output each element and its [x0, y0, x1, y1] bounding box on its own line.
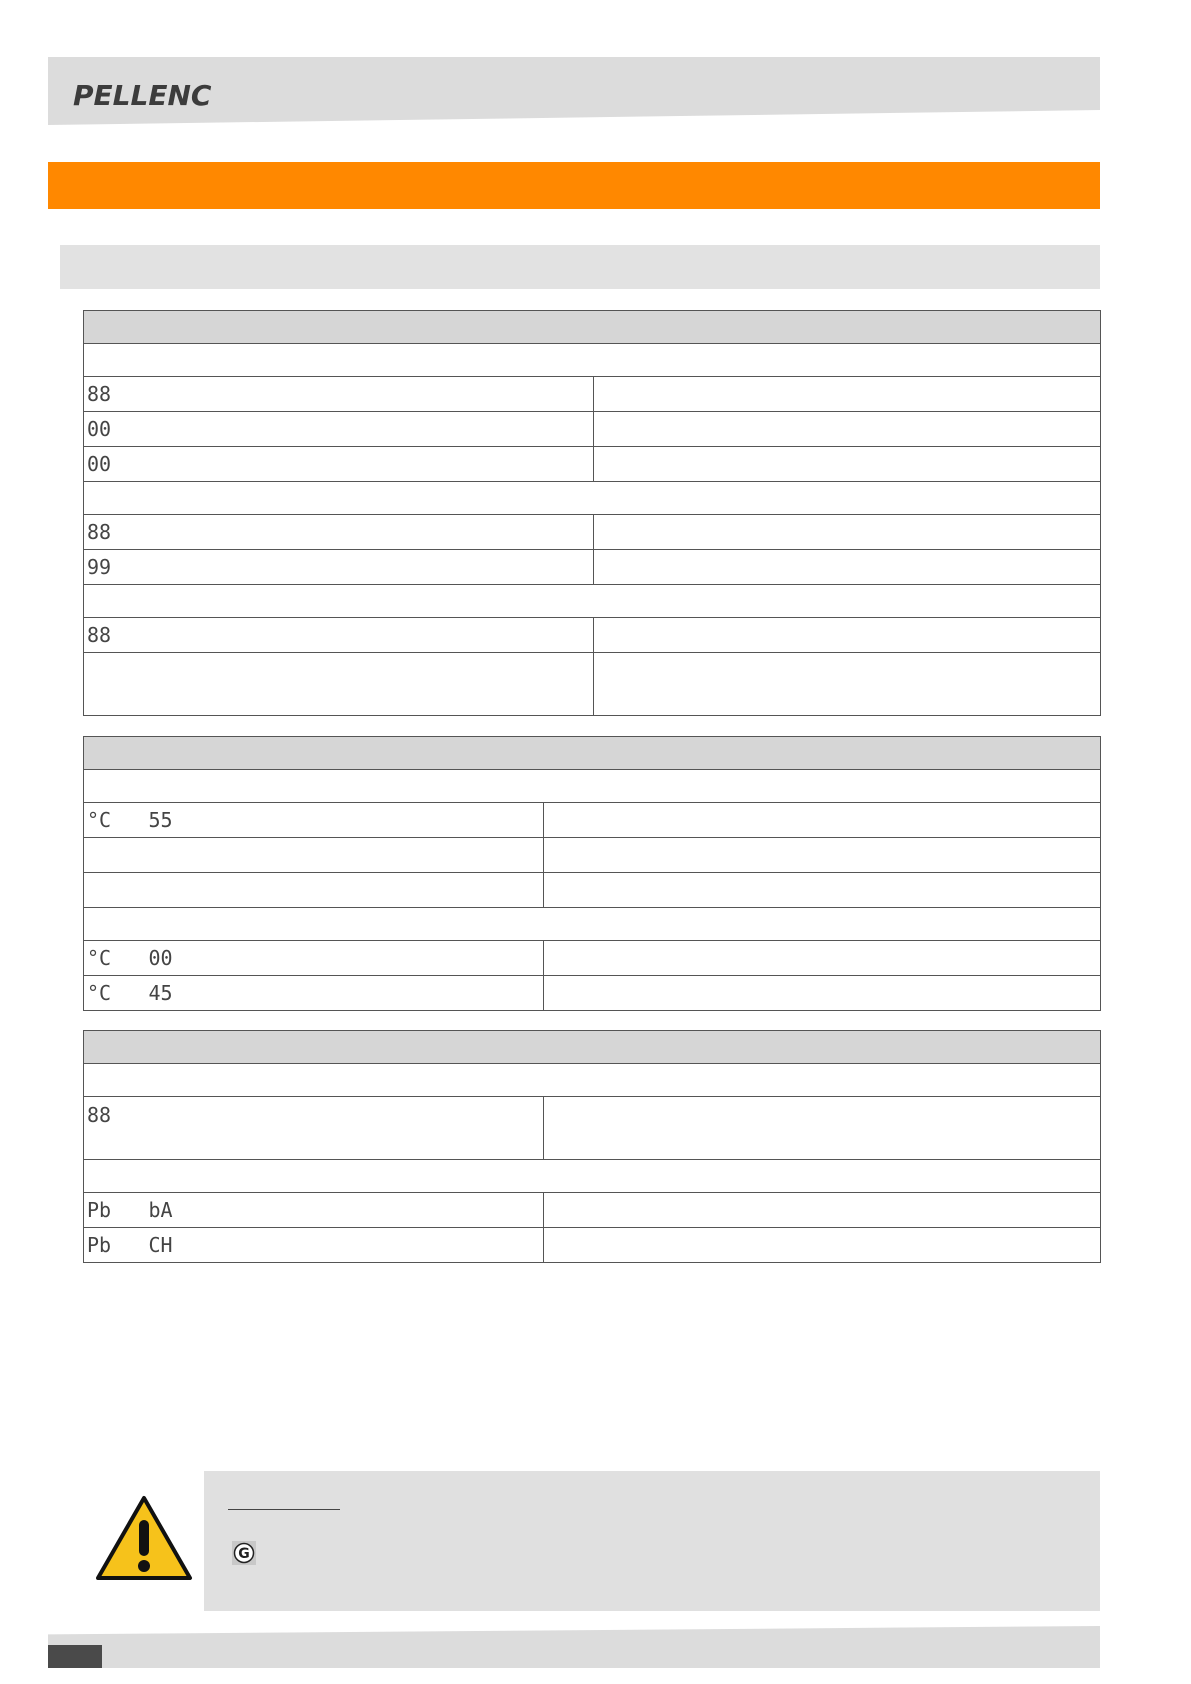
warning-triangle-icon — [94, 1494, 194, 1584]
table-row — [84, 515, 1101, 550]
table-subheader-row — [84, 585, 1101, 618]
description-cell — [544, 838, 1101, 873]
description-cell — [594, 550, 1101, 585]
table-row — [84, 618, 1101, 653]
description-cell — [594, 653, 1101, 716]
table-row — [84, 1193, 1101, 1228]
section-title-bar — [60, 245, 1100, 289]
description-cell — [594, 447, 1101, 482]
table-subheader-row — [84, 908, 1101, 941]
settings-table-3 — [83, 1030, 1101, 1263]
table-header-row — [84, 1031, 1101, 1064]
settings-table-2 — [83, 736, 1101, 1011]
lcd-code — [84, 653, 594, 716]
lcd-code: Pb — [84, 1228, 146, 1263]
description-cell — [544, 1193, 1101, 1228]
svg-text:PELLENC: PELLENC — [73, 79, 212, 112]
table-row — [84, 1228, 1101, 1263]
lcd-code: 00 — [84, 447, 594, 482]
g-badge — [232, 1541, 256, 1565]
g-circle-icon — [233, 1542, 255, 1564]
settings-table-1 — [83, 310, 1101, 716]
footer-band — [48, 1626, 1100, 1668]
lcd-code: 88 — [84, 618, 594, 653]
lcd-code: 45 — [146, 976, 200, 1011]
table-subheader-row — [84, 482, 1101, 515]
table-row — [84, 447, 1101, 482]
table-header-row — [84, 311, 1101, 344]
table-header-cell — [84, 737, 1101, 770]
lcd-code: bA — [146, 1193, 200, 1228]
page-number-tab — [48, 1645, 102, 1668]
lcd-code: 88 — [84, 515, 594, 550]
table-subheader-row — [84, 1160, 1101, 1193]
table-row — [84, 377, 1101, 412]
table-row — [84, 550, 1101, 585]
table-header-row — [84, 737, 1101, 770]
lcd-code: 00 — [84, 412, 594, 447]
description-cell — [544, 873, 1101, 908]
description-cell — [544, 1228, 1101, 1263]
lcd-unit: °C — [84, 976, 146, 1011]
table-row — [84, 873, 1101, 908]
table-subheader-row — [84, 770, 1101, 803]
chapter-title-bar — [48, 162, 1100, 209]
table-row — [84, 653, 1101, 716]
table-subheader-row — [84, 344, 1101, 377]
lcd-code: 99 — [84, 550, 594, 585]
lcd-unit: °C — [84, 941, 146, 976]
warning-box — [204, 1471, 1100, 1611]
pellenc-logo — [73, 78, 212, 112]
table-row — [84, 976, 1101, 1011]
description-cell — [544, 803, 1101, 838]
description-cell — [594, 377, 1101, 412]
warning-title-rule — [228, 1509, 340, 1510]
description-cell — [544, 1097, 1101, 1160]
description-cell — [594, 618, 1101, 653]
lcd-code: 88 — [84, 377, 594, 412]
table-row — [84, 1097, 1101, 1160]
description-cell — [594, 515, 1101, 550]
table-header-cell — [84, 311, 1101, 344]
table-row — [84, 941, 1101, 976]
table-row — [84, 838, 1101, 873]
lcd-code: Pb — [84, 1193, 146, 1228]
lcd-code: 55 — [146, 803, 200, 838]
lcd-unit: °C — [84, 803, 146, 838]
description-cell — [594, 412, 1101, 447]
table-row — [84, 803, 1101, 838]
svg-text:G: G — [238, 1546, 250, 1562]
lcd-code: 88 — [84, 1097, 146, 1160]
table-header-cell — [84, 1031, 1101, 1064]
lcd-code: 00 — [146, 941, 200, 976]
description-cell — [544, 976, 1101, 1011]
table-row — [84, 412, 1101, 447]
description-cell — [544, 941, 1101, 976]
lcd-code: CH — [146, 1228, 200, 1263]
table-subheader-row — [84, 1064, 1101, 1097]
